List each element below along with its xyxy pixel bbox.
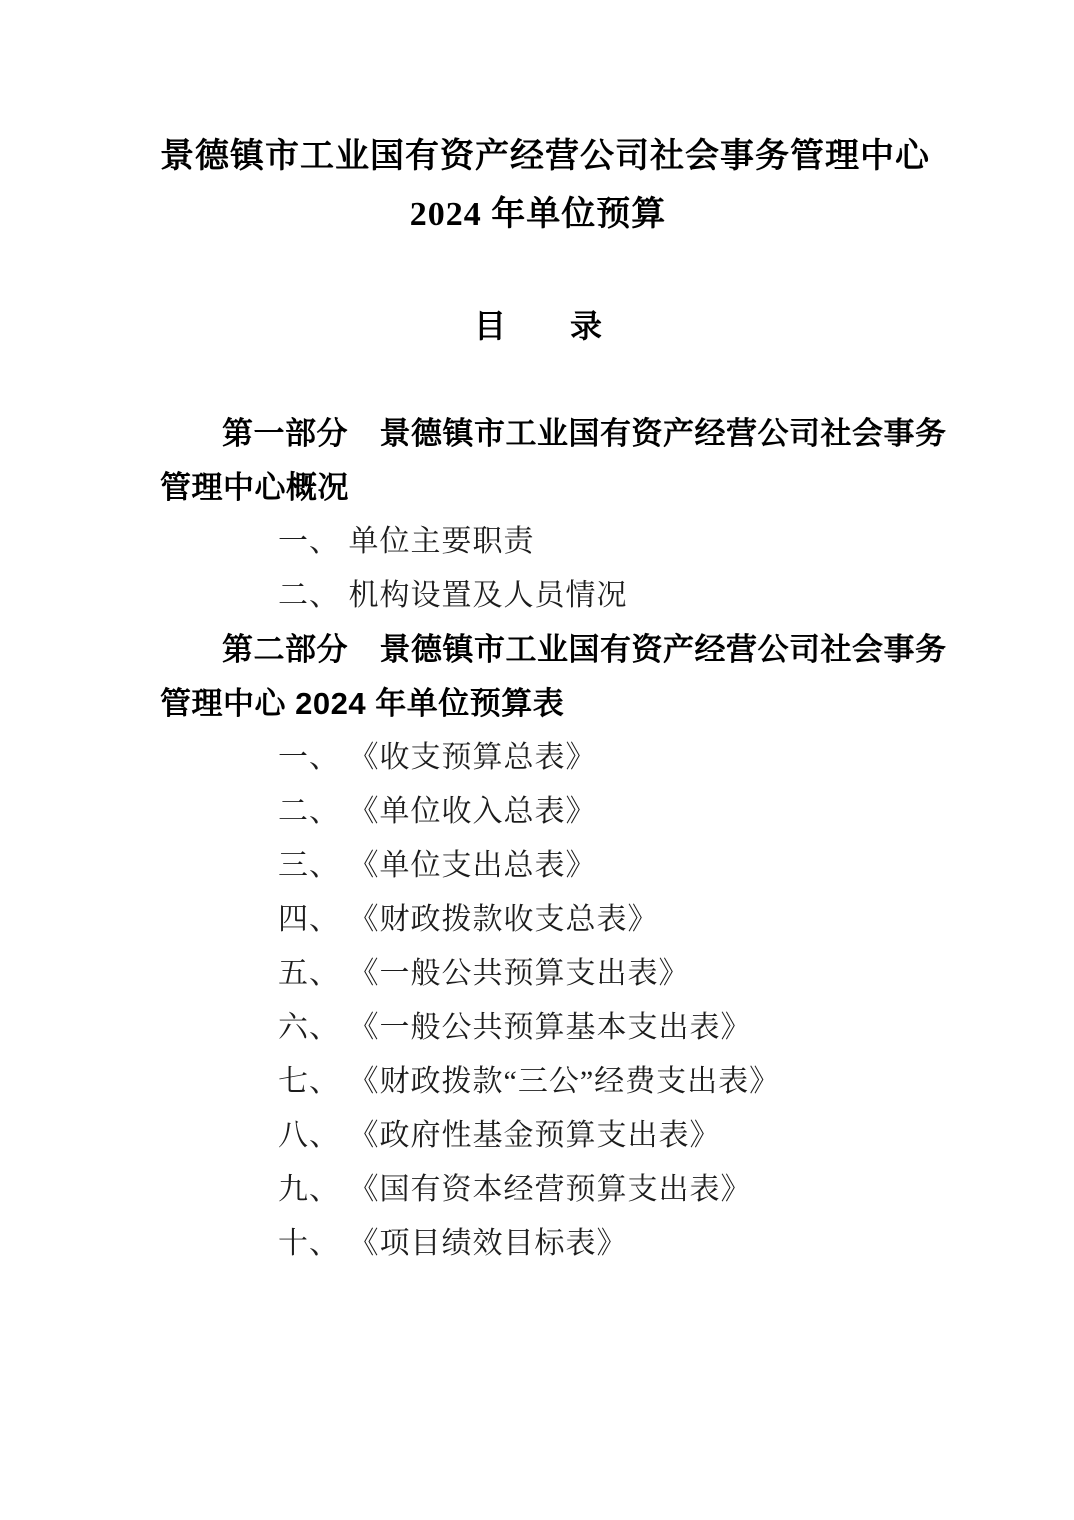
document-title [160,0,930,244]
toc-item-part2-2: 二、 《单位收入总表》 [278,795,597,828]
part1-heading-line1: 第一部分 景德镇市工业国有资产经营公司社会事务 [222,416,947,451]
toc-item-part2-3: 三、 《单位支出总表》 [278,849,597,882]
toc-item-part2-5: 五、 《一般公共预算支出表》 [278,957,690,990]
toc-body [160,407,947,1271]
toc-item-part2-8: 八、 《政府性基金预算支出表》 [278,1119,721,1152]
toc-item-part2-7: 七、 《财政拨款“三公”经费支出表》 [278,1065,781,1098]
toc-item-part2-1: 一、 《收支预算总表》 [278,741,597,774]
toc-heading: 目 录 [473,308,602,344]
part2-heading-line1: 第二部分 景德镇市工业国有资产经营公司社会事务 [222,632,947,667]
toc-item-part2-4: 四、 《财政拨款收支总表》 [278,903,659,936]
document-title-line1: 景德镇市工业国有资产经营公司社会事务管理中心 [160,138,930,175]
toc-item-part1-1: 一、 单位主要职责 [278,525,535,558]
document-title-line2: 2024 年单位预算 [409,196,667,233]
toc-item-part2-9: 九、 《国有资本经营预算支出表》 [278,1173,752,1206]
toc-item-part2-10: 十、 《项目绩效目标表》 [278,1227,628,1260]
part2-heading-line2: 管理中心 2024 年单位预算表 [160,686,565,721]
toc-item-part2-6: 六、 《一般公共预算基本支出表》 [278,1011,752,1044]
part1-heading-line2: 管理中心概况 [160,470,349,505]
toc-item-part1-2: 二、 机构设置及人员情况 [278,579,628,612]
